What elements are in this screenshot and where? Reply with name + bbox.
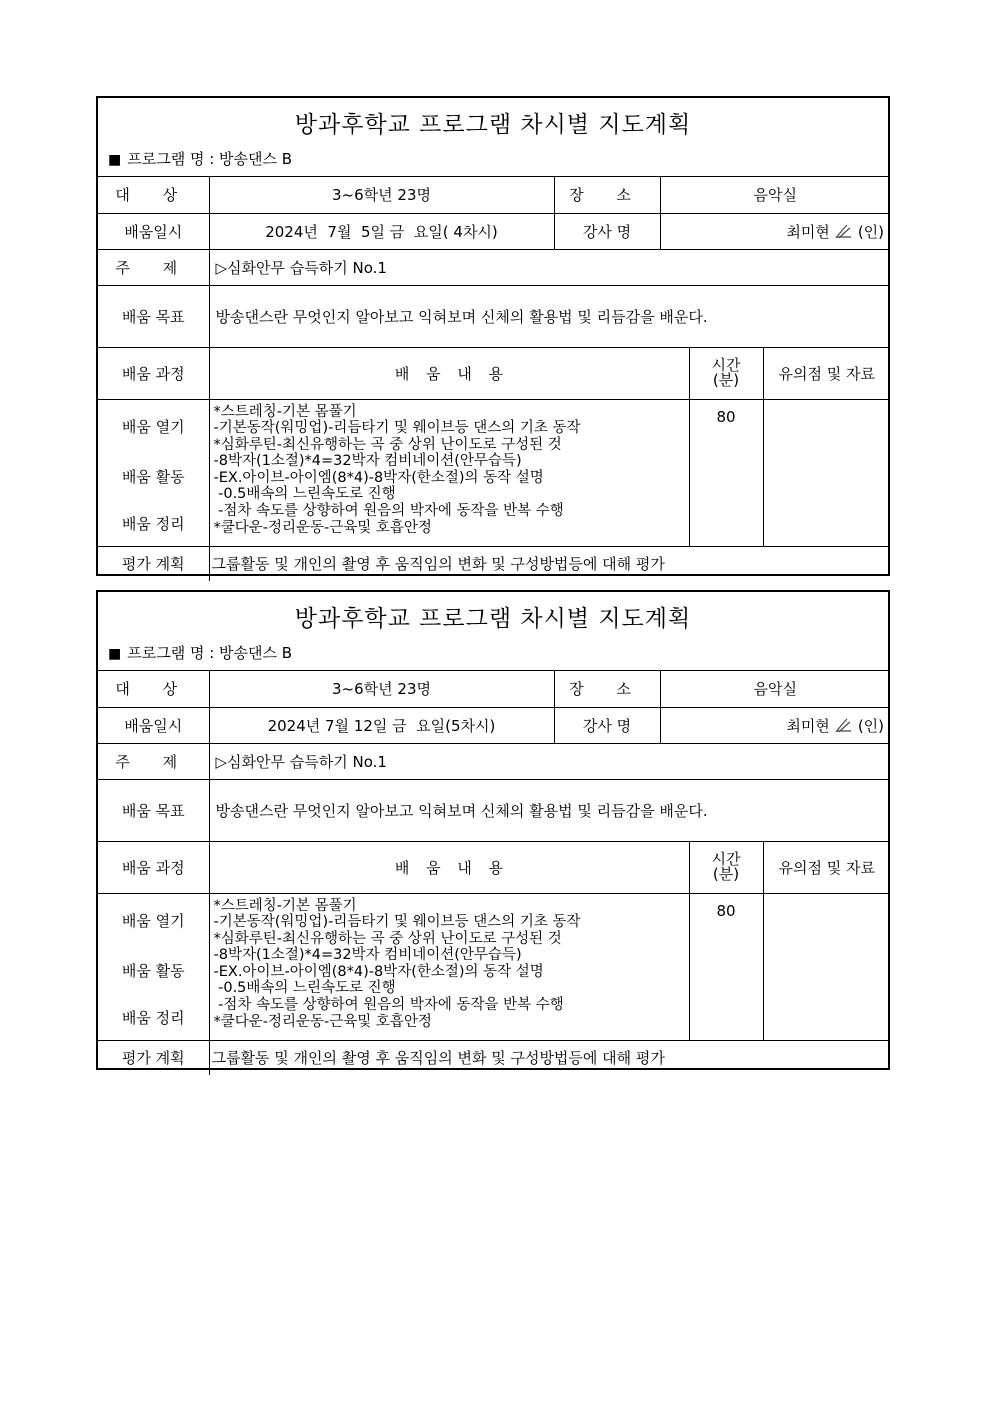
teacher-name: 최미현 (786, 716, 830, 735)
content-header: 배 움 내 용 (209, 347, 689, 399)
goal-value: 방송댄스란 무엇인지 알아보고 익혀보며 신체의 활용법 및 리듬감을 배운다. (209, 779, 890, 841)
program-name (108, 148, 292, 169)
plan-table (98, 671, 890, 1075)
stage-close: 배움 정리 (121, 514, 185, 533)
content-line: -기본동작(워밍업)-리듬타기 및 웨이브등 댄스의 기초 동작 (213, 420, 581, 437)
eval-value: 그룹활동 및 개인의 촬영 후 움직임의 변화 및 구성방법등에 대해 평가 (209, 1040, 890, 1075)
square-bullet-icon: ■ (108, 646, 122, 662)
signature-icon (834, 223, 854, 241)
time-header (689, 347, 763, 399)
program-name-label: 프로그램 명 : 방송댄스 B (127, 150, 293, 168)
place-label: 장 소 (554, 177, 660, 213)
time-header (689, 841, 763, 893)
notes-value (763, 893, 890, 1040)
process-body-row (98, 399, 890, 546)
date-label: 배움일시 (98, 707, 209, 743)
teacher-name: 최미현 (786, 222, 830, 241)
content-cell (209, 399, 689, 546)
time-header-bottom: (분) (712, 371, 740, 389)
process-header-row (98, 841, 890, 893)
target-value: 3~6학년 23명 (209, 177, 554, 213)
notes-header: 유의점 및 자료 (763, 347, 890, 399)
teacher-value (660, 707, 890, 743)
content-line: -8박자(1소절)*4=32박자 컴비네이션(안무습득) (213, 947, 522, 964)
content-line: *쿨다운-정리운동-근육및 호흡안정 (213, 1013, 432, 1030)
target-row (98, 177, 890, 213)
lesson-plan-1 (96, 96, 890, 576)
topic-row (98, 249, 890, 285)
content-line: *심화루틴-최신유행하는 곡 중 상위 난이도로 구성된 것 (213, 436, 562, 453)
eval-label: 평가 계획 (98, 1040, 209, 1075)
signature-icon (834, 717, 854, 735)
plan-header (98, 98, 888, 177)
square-bullet-icon: ■ (108, 152, 122, 168)
content-line: -점차 속도를 상향하여 원음의 박자에 동작을 반복 수행 (213, 503, 564, 520)
date-row (98, 707, 890, 743)
time-value: 80 (689, 399, 763, 546)
target-label: 대 상 (98, 671, 209, 707)
date-value: 2024년 7월 5일 금 요일( 4차시) (209, 213, 554, 249)
process-label: 배움 과정 (98, 841, 209, 893)
place-value: 음악실 (660, 177, 890, 213)
target-row (98, 671, 890, 707)
content-line: -EX.아이브-아이엠(8*4)-8박자(한소절)의 동작 설명 (213, 469, 544, 486)
stages-cell (98, 399, 209, 546)
stage-open: 배움 열기 (121, 911, 185, 930)
teacher-seal: (인) (857, 222, 885, 241)
goal-label: 배움 목표 (98, 285, 209, 347)
stage-open: 배움 열기 (121, 417, 185, 436)
goal-row (98, 285, 890, 347)
lesson-plan-2 (96, 590, 890, 1070)
program-name-label: 프로그램 명 : 방송댄스 B (127, 644, 293, 662)
place-label: 장 소 (554, 671, 660, 707)
goal-value: 방송댄스란 무엇인지 알아보고 익혀보며 신체의 활용법 및 리듬감을 배운다. (209, 285, 890, 347)
target-label: 대 상 (98, 177, 209, 213)
content-line: *스트레칭-기본 몸풀기 (213, 403, 357, 420)
plan-title: 방과후학교 프로그램 차시별 지도계획 (294, 112, 692, 138)
eval-row (98, 546, 890, 581)
date-value: 2024년 7월 12일 금 요일(5차시) (209, 707, 554, 743)
plan-header (98, 592, 888, 671)
content-line: *쿨다운-정리운동-근육및 호흡안정 (213, 519, 432, 536)
content-line: -점차 속도를 상향하여 원음의 박자에 동작을 반복 수행 (213, 997, 564, 1014)
topic-value: ▷심화안무 습득하기 No.1 (209, 743, 890, 779)
content-line: -0.5배속의 느린속도로 진행 (213, 980, 396, 997)
eval-value: 그룹활동 및 개인의 촬영 후 움직임의 변화 및 구성방법등에 대해 평가 (209, 546, 890, 581)
process-header-row (98, 347, 890, 399)
eval-label: 평가 계획 (98, 546, 209, 581)
teacher-label: 강사 명 (554, 707, 660, 743)
content-line: *심화루틴-최신유행하는 곡 중 상위 난이도로 구성된 것 (213, 930, 562, 947)
target-value: 3~6학년 23명 (209, 671, 554, 707)
content-line: -0.5배속의 느린속도로 진행 (213, 486, 396, 503)
teacher-label: 강사 명 (554, 213, 660, 249)
time-header-top: 시간 (711, 850, 741, 868)
stage-close: 배움 정리 (121, 1008, 185, 1027)
stage-activity: 배움 활동 (121, 467, 185, 486)
teacher-value (660, 213, 890, 249)
eval-row (98, 1040, 890, 1075)
process-label: 배움 과정 (98, 347, 209, 399)
plan-title: 방과후학교 프로그램 차시별 지도계획 (294, 606, 692, 632)
topic-label: 주 제 (98, 249, 209, 285)
time-header-top: 시간 (711, 356, 741, 374)
stages-cell (98, 893, 209, 1040)
topic-row (98, 743, 890, 779)
topic-label: 주 제 (98, 743, 209, 779)
process-body-row (98, 893, 890, 1040)
notes-value (763, 399, 890, 546)
date-row (98, 213, 890, 249)
time-value: 80 (689, 893, 763, 1040)
content-cell (209, 893, 689, 1040)
content-header: 배 움 내 용 (209, 841, 689, 893)
time-header-bottom: (분) (712, 865, 740, 883)
date-label: 배움일시 (98, 213, 209, 249)
notes-header: 유의점 및 자료 (763, 841, 890, 893)
content-line: -기본동작(워밍업)-리듬타기 및 웨이브등 댄스의 기초 동작 (213, 914, 581, 931)
stage-activity: 배움 활동 (121, 961, 185, 980)
topic-value: ▷심화안무 습득하기 No.1 (209, 249, 890, 285)
teacher-seal: (인) (857, 716, 885, 735)
goal-row (98, 779, 890, 841)
plan-table (98, 177, 890, 581)
program-name (108, 642, 292, 663)
content-line: *스트레칭-기본 몸풀기 (213, 897, 357, 914)
goal-label: 배움 목표 (98, 779, 209, 841)
content-line: -EX.아이브-아이엠(8*4)-8박자(한소절)의 동작 설명 (213, 963, 544, 980)
content-line: -8박자(1소절)*4=32박자 컴비네이션(안무습득) (213, 453, 522, 470)
place-value: 음악실 (660, 671, 890, 707)
